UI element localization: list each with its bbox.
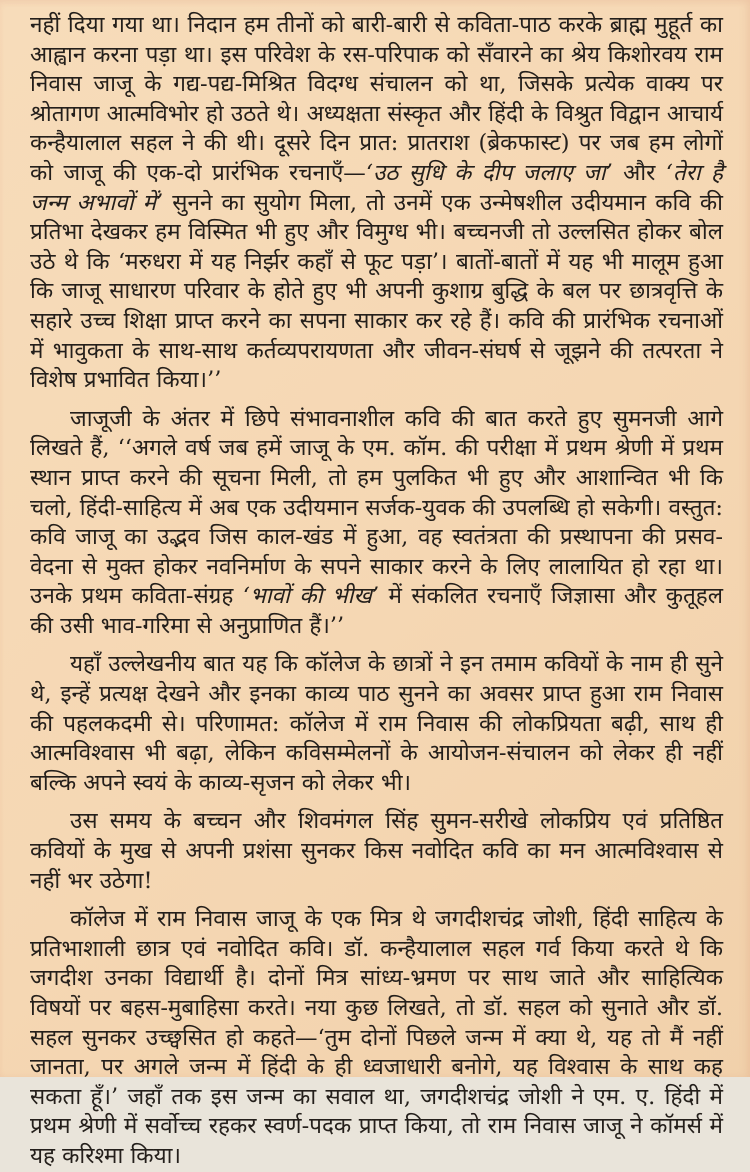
- work-title-italic: ‘उठ सुधि के दीप जलाए जा’: [365, 159, 613, 186]
- paragraph: [30, 11, 723, 396]
- text-run: यहाँ उल्लेखनीय बात यह कि कॉलेज के छात्रों ने इन तमाम कवियों के नाम ही सुने थे, इन्हें प्रत्यक्ष देखने और इनका काव्य पाठ सुनने का अवसर प्राप्त हुआ राम निवास की पहलकदमी से। परिणामत: कॉलेज में राम निवास की लोकप्रियता बढ़ी, साथ ही आत्मविश्वास भी बढ़ा, लेकिन कविसम्मेलनों के आयोजन-संचालन को लेकर ही नहीं बल्कि अपने स्वयं के काव्य-सृजन को लेकर भी।: [30, 651, 723, 796]
- work-title-italic: ‘तेरा है जन्म अभावों में’: [30, 159, 723, 216]
- paragraph: [30, 807, 723, 896]
- text-column: [30, 11, 723, 1172]
- work-title-italic: ‘भावों की भीख’: [242, 583, 380, 610]
- text-run: कॉलेज में राम निवास जाजू के एक मित्र थे जगदीशचंद्र जोशी, हिंदी साहित्य के प्रतिभाशाली छात्र एवं नवोदित कवि। डॉ. कन्हैयालाल सहल गर्व किया करते थे कि जगदीश उनका विद्यार्थी है। दोनों मित्र सांध्य-भ्रमण पर साथ जाते और साहित्यिक विषयों पर बहस-मुबाहिसा करते। नया कुछ लिखते, तो डॉ. सहल को सुनाते और डॉ. सहल सुनकर उच्छ्वसित हो कहते—‘तुम दोनों पिछले जन्म में क्या थे, यह तो मैं नहीं जानता, पर अगले जन्म में हिंदी के ही ध्वजाधारी बनोगे, यह विश्वास के साथ कह सकता हूँ।’ जहाँ तक इस जन्म का सवाल था, जगदीशचंद्र जोशी ने एम. ए. हिंदी में प्रथम श्रेणी में सर्वोच्च रहकर स्वर्ण-पदक प्राप्त किया, तो राम निवास जाजू ने कॉमर्स में यह करिश्मा किया।: [30, 906, 723, 1169]
- paragraph: [30, 405, 723, 642]
- text-run: और: [612, 159, 666, 186]
- text-run: नहीं दिया गया था। निदान हम तीनों को बारी-बारी से कविता-पाठ करके ब्राह्म मुहूर्त का आह्वान करना पड़ा था। इस परिवेश के रस-परिपाक को सँवारने का श्रेय किशोरवय राम निवास जाजू के गद्य-पद्य-मिश्रित विदग्ध संचालन को था, जिसके प्रत्येक वाक्य पर श्रोतागण आत्मविभोर हो उठते थे। अध्यक्षता संस्कृत और हिंदी के विश्रुत विद्वान आचार्य कन्हैयालाल सहल ने की थी। दूसरे दिन प्रात: प्रातराश (ब्रेकफास्ट) पर जब हम लोगों को जाजू की एक-दो प्रारंभिक रचनाएँ—: [30, 12, 723, 186]
- text-run: जाजूजी के अंतर में छिपे संभावनाशील कवि की बात करते हुए सुमनजी आगे लिखते हैं, ‘‘अगले वर्ष जब हमें जाजू के एम. कॉम. की परीक्षा में प्रथम श्रेणी में प्रथम स्थान प्राप्त करने की सूचना मिली, तो हम पुलकित भी हुए और आशान्वित भी कि चलो, हिंदी-साहित्य में अब एक उदीयमान सर्जक-युवक की उपलब्धि हो सकेगी। वस्तुत: कवि जाजू का उद्भव जिस काल-खंड में हुआ, वह स्वतंत्रता की प्रस्थापना की प्रसव-वेदना से मुक्त होकर नवनिर्माण के सपने साकार करने के लिए लालायित हो रहा था। उनके प्रथम कविता-संग्रह: [30, 405, 723, 610]
- text-run: में संकलित रचनाएँ जिज्ञासा और कुतूहल की उसी भाव-गरिमा से अनुप्राणित हैं।’’: [30, 583, 724, 639]
- paragraph: [30, 650, 723, 798]
- text-run: सुनने का सुयोग मिला, तो उनमें एक उन्मेषशील उदीयमान कवि की प्रतिभा देखकर हम विस्मित भी हुए और विमुग्ध भी। बच्चनजी तो उल्लसित होकर बोल उठे थे कि ‘मरुधरा में यह निर्झर कहाँ से फूट पड़ा’। बातों-बातों में यह भी मालूम हुआ कि जाजू साधारण परिवार के होते हुए भी अपनी कुशाग्र बुद्धि के बल पर छात्रवृत्ति के सहारे उच्च शिक्षा प्राप्त करने का सपना साकार कर रहे हैं। कवि की प्रारंभिक रचनाओं में भावुकता के साथ-साथ कर्तव्यपरायणता और जीवन-संघर्ष से जूझने की तत्परता ने विशेष प्रभावित किया।’’: [30, 189, 723, 394]
- text-run: उस समय के बच्चन और शिवमंगल सिंह सुमन-सरीखे लोकप्रिय एवं प्रतिष्ठित कवियों के मुख से अपनी प्रशंसा सुनकर किस नवोदित कवि का मन आत्मविश्वास से नहीं भर उठेगा!: [30, 808, 723, 894]
- paragraph: [30, 905, 723, 1171]
